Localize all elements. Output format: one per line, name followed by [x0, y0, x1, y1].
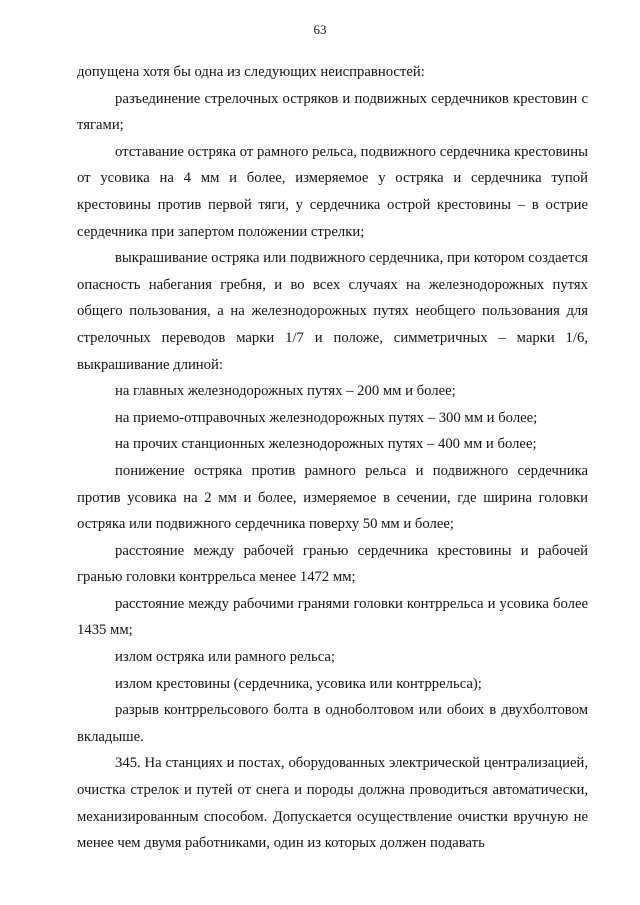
paragraph: на прочих станционных железнодорожных путях – 400 мм и более; [115, 436, 537, 453]
paragraph: разъединение стрелочных остряков и подвижных сердечников крестовин с тягами; [77, 90, 588, 134]
paragraph: допущена хотя бы одна из следующих неисправностей: [77, 64, 425, 80]
paragraph: понижение остряка против рамного рельса и подвижного сердечника против усовика на 2 мм и более, измеряемое в сечении, где ширина головки остряка или подвижного сердечника поверху 50 мм и более; [77, 462, 588, 533]
paragraph: на главных железнодорожных путях – 200 мм и более; [115, 383, 456, 400]
paragraph: отставание остряка от рамного рельса, подвижного сердечника крестовины от усовика на 4 мм и более, измеряемое у остряка и сердечника тупой крестовины против первой тяги, у сердечника острой крестовины – в острие сердечника при запертом положении стрелки; [77, 143, 588, 240]
paragraph: на приемо-отправочных железнодорожных путях – 300 мм и более; [115, 409, 538, 426]
paragraph: расстояние между рабочей гранью сердечника крестовины и рабочей гранью головки контррельса менее 1472 мм; [77, 542, 588, 586]
paragraph: разрыв контррельсового болта в одноболтовом или обоих в двухболтовом вкладыше. [77, 702, 588, 745]
page-number: 63 [313, 22, 327, 37]
document-body [77, 59, 588, 857]
paragraph: излом крестовины (сердечника, усовика или контррельса); [115, 675, 482, 692]
paragraph: расстояние между рабочими гранями головки контррельса и усовика более 1435 мм; [77, 595, 588, 639]
paragraph: излом остряка или рамного рельса; [115, 649, 335, 666]
paragraph: 345. На станциях и постах, оборудованных электрической централизацией, очистка стрелок и путей от снега и породы должна проводиться автоматически, механизированным способом. Допускается осуществление очистки вручную не менее чем двумя работниками, один из которых должен подавать [77, 755, 588, 852]
paragraph: выкрашивание остряка или подвижного сердечника, при котором создается опасность набегания гребня, и во всех случаях на железнодорожных путях общего пользования, а на железнодорожных путях необщего пользования для стрелочных переводов марки 1/7 и положе, симметричных – марки 1/6, выкрашивание длиной: [77, 250, 588, 373]
